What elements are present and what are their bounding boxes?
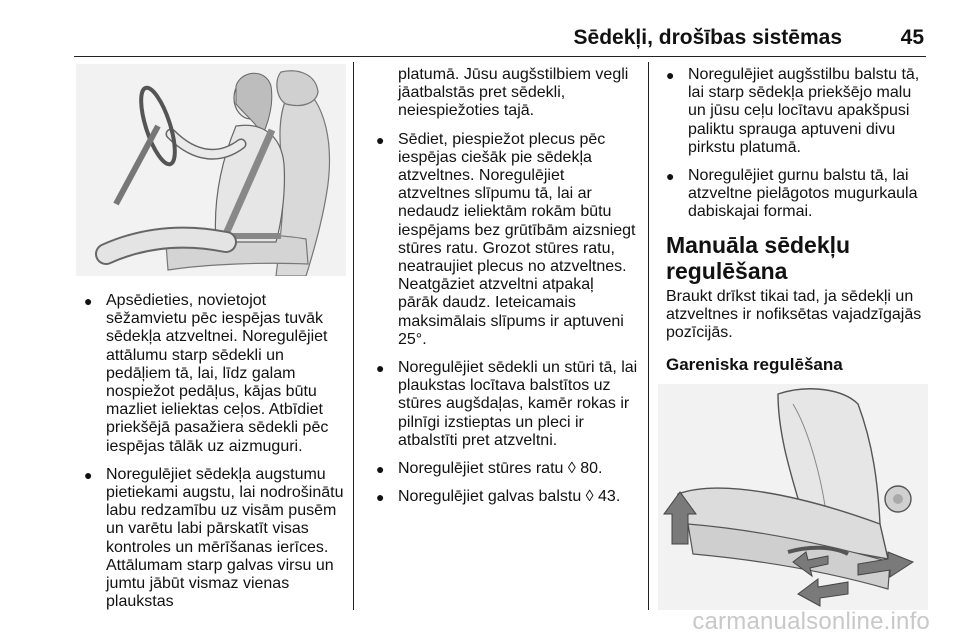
column-1-bullet-list xyxy=(84,292,346,611)
page-header xyxy=(0,0,960,58)
bullet-icon: ● xyxy=(84,293,93,309)
list-item xyxy=(666,167,928,222)
page-number: 45 xyxy=(900,26,924,49)
list-item xyxy=(84,466,346,612)
bullet-icon: ● xyxy=(84,466,93,483)
list-item xyxy=(666,66,928,157)
watermark: carmanualsonline.info xyxy=(692,608,930,635)
bullet-icon: ● xyxy=(666,168,675,185)
bullet-text: Sēdiet, piespiežot plecus pēc iespējas ciešāk pie sēdekļa atzveltnes. Noregulējiet atzveltnes slīpumu tā, lai ar nedaudz ieliektām rokām būtu iespējams bez grūtībām aizsniegt stūres ratu. Grozot stūres ratu, neatraujiet plecus no atzveltnes. Neatgāziet atzveltni atpakaļ pārāk daudz. Ieteicamais maksimālais slīpums ir aptuveni 25°. xyxy=(398,130,636,348)
bullet-text: Noregulējiet sēdekļa augstumu pietiekami augstu, lai nodrošinātu labu redzamību uz visām pusēm un varētu labi pārskatīt visas kontroles un mērīšanas ierīces. Attālumam starp galvas virsu un jumtu jābūt vismaz vienas plaukstas xyxy=(106,465,344,611)
column-1 xyxy=(84,292,346,621)
seat-adjustment-illustration xyxy=(658,384,928,610)
header-rule xyxy=(74,56,926,57)
driver-seating-illustration xyxy=(76,64,346,276)
bullet-icon: ● xyxy=(376,461,385,478)
bullet-text: Noregulējiet gurnu balstu tā, lai atzveltne pielāgotos mugurkaula dabiskajai formai. xyxy=(688,167,918,221)
cross-reference-headrest[interactable]: Noregulējiet galvas balstu ◊ 43. xyxy=(398,488,621,506)
cross-reference-steering[interactable]: Noregulējiet stūres ratu ◊ 80. xyxy=(398,460,603,478)
column-divider-1 xyxy=(353,62,354,610)
column-3 xyxy=(666,66,928,384)
bullet-text: Apsēdieties, novietojot sēžamvietu pēc iespējas tuvāk sēdekļa atzveltnei. Noregulējiet attālumu starp sēdekli un pedāļiem tā, lai, līdz galam nospiežot pedāļus, kājas būtu mazliet ieliektas ceļos. Atbīdiet priekšējā pasažiera sēdekli pēc iespējas tālāk uz aizmuguri. xyxy=(106,292,329,455)
bullet-text: Noregulējiet sēdekli un stūri tā, lai plaukstas locītava balstītos uz stūres augšdaļas, kamēr rokas ir pilnīgi izstieptas un pleci ir atbalstīti pret atzveltni. xyxy=(398,359,638,449)
bullet-icon: ● xyxy=(376,360,385,377)
list-item xyxy=(376,488,638,506)
section-heading: Manuāla sēdekļu regulēšana xyxy=(666,231,851,284)
column-3-bullet-list xyxy=(666,66,928,222)
column-2-bullet-list xyxy=(376,131,638,507)
column-divider-2 xyxy=(648,62,649,610)
list-item xyxy=(376,131,638,349)
bullet-icon: ● xyxy=(666,67,675,83)
header-title: Sēdekļi, drošības sistēmas xyxy=(573,26,842,49)
section-body: Braukt drīkst tikai tad, ja sēdekļi un atzveltnes ir nofiksētas vajadzīgajās pozīcijās. xyxy=(666,287,922,342)
column-2 xyxy=(376,66,638,516)
list-item xyxy=(376,460,638,478)
driver-seating-drawing xyxy=(76,64,346,276)
seat-adjustment-drawing xyxy=(658,384,928,610)
continued-paragraph: platumā. Jūsu augšstilbiem vegli jāatbalstās pret sēdekli, neiespiežoties tajā. xyxy=(398,66,629,120)
bullet-icon: ● xyxy=(376,489,385,506)
list-item xyxy=(376,359,638,450)
bullet-text: Noregulējiet augšstilbu balstu tā, lai starp sēdekļa priekšējo malu un jūsu ceļu locītavu apakšpusi paliktu sprauga aptuveni divu pirkstu platumā. xyxy=(688,66,920,156)
list-item xyxy=(84,292,346,456)
sub-heading: Gareniska regulēšana xyxy=(666,355,843,375)
bullet-icon: ● xyxy=(376,131,385,148)
